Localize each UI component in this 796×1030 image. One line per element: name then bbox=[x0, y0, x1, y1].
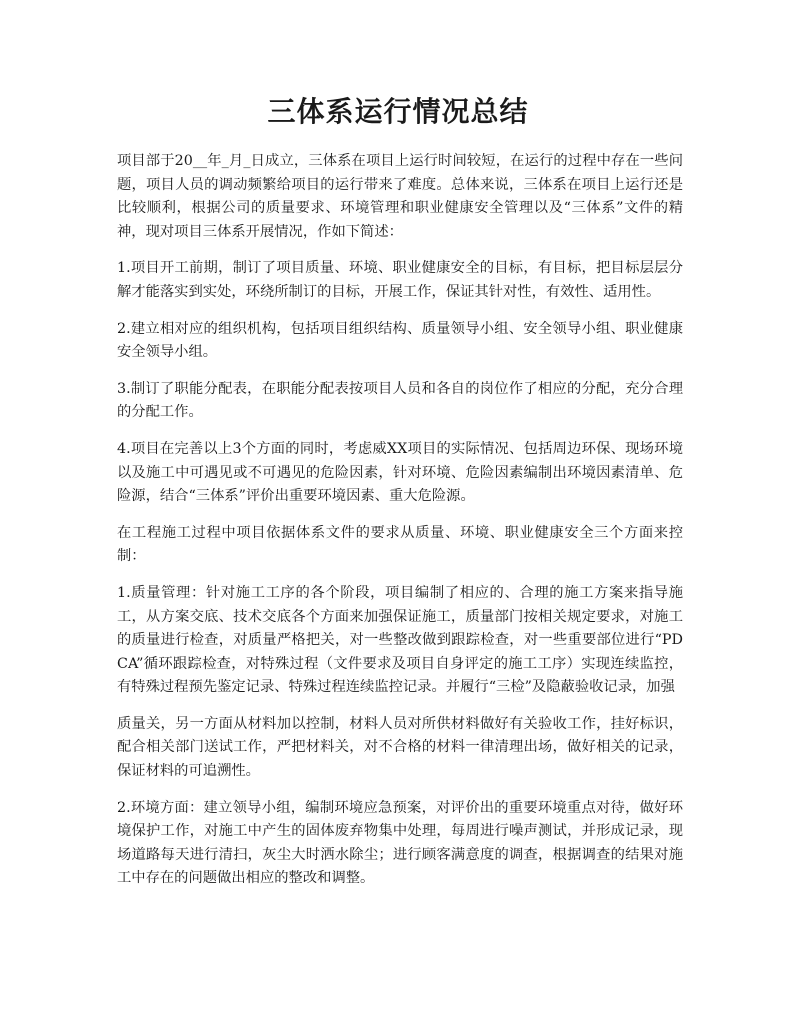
paragraph-control-intro: 在工程施工过程中项目依据体系文件的要求从质量、环境、职业健康安全三个方面来控制： bbox=[117, 524, 683, 565]
paragraph-intro: 项目部于20__年_月_日成立，三体系在项目上运行时间较短，在运行的过程中存在一些问题，项目人员的调动频繁给项目的运行带来了难度。总体来说，三体系在项目上运行还是比较顺利，根据公司的质量要求、环境管理和职业健康安全管理以及“三体系”文件的精神，现对项目三体系开展情况，作如下简述： bbox=[117, 153, 683, 240]
paragraph-item-1-targets: 1.项目开工前期，制订了项目质量、环境、职业健康安全的目标，有目标，把目标层层分解才能落实到实处，环绕所制订的目标，开展工作，保证其针对性，有效性、适用性。 bbox=[117, 260, 683, 300]
paragraph-quality-management: 1.质量管理：针对施工工序的各个阶段，项目编制了相应的、合理的施工方案来指导施工，从方案交底、技术交底各个方面来加强保证施工，质量部门按相关规定要求，对施工的质量进行检查，对质量严格把关，对一些整改做到跟踪检查，对一些重要部位进行“PDCA”循环跟踪检查，对特殊过程（文件要求及项目自身评定的施工工序）实现连续监控，有特殊过程预先鉴定记录、特殊过程连续监控记录。并履行“三检”及隐蔽验收记录，加强 bbox=[117, 584, 683, 696]
paragraph-item-4-risk-identification: 4.项目在完善以上3个方面的同时，考虑威XX项目的实际情况、包括周边环保、现场环境以及施工中可遇见或不可遇见的危险因素，针对环境、危险因素编制出环境因素清单、危险源，结合“三体系”评价出重要环境因素、重大危险源。 bbox=[117, 440, 683, 505]
paragraph-item-3-function-allocation: 3.制订了职能分配表，在职能分配表按项目人员和各自的岗位作了相应的分配，充分合理的分配工作。 bbox=[117, 380, 683, 421]
paragraph-quality-materials: 质量关，另一方面从材料加以控制，材料人员对所供材料做好有关验收工作，挂好标识，配合相关部门送试工作，严把材料关，对不合格的材料一律清理出场，做好相关的记录，保证材料的可追溯性。 bbox=[117, 715, 683, 780]
document-title: 三体系运行情况总结 bbox=[267, 95, 529, 128]
paragraph-environment: 2.环境方面：建立领导小组，编制环境应急预案，对评价出的重要环境重点对待，做好环境保护工作，对施工中产生的固体废弃物集中处理，每周进行噪声测试，并形成记录，现场道路每天进行清扫，灰尘大时洒水除尘；进行顾客满意度的调查，根据调查的结果对施工中存在的问题做出相应的整改和调整。 bbox=[117, 799, 683, 887]
document-body bbox=[117, 150, 683, 904]
paragraph-item-2-organization: 2.建立相对应的组织机构，包括项目组织结构、质量领导小组、安全领导小组、职业健康安全领导小组。 bbox=[117, 320, 683, 361]
